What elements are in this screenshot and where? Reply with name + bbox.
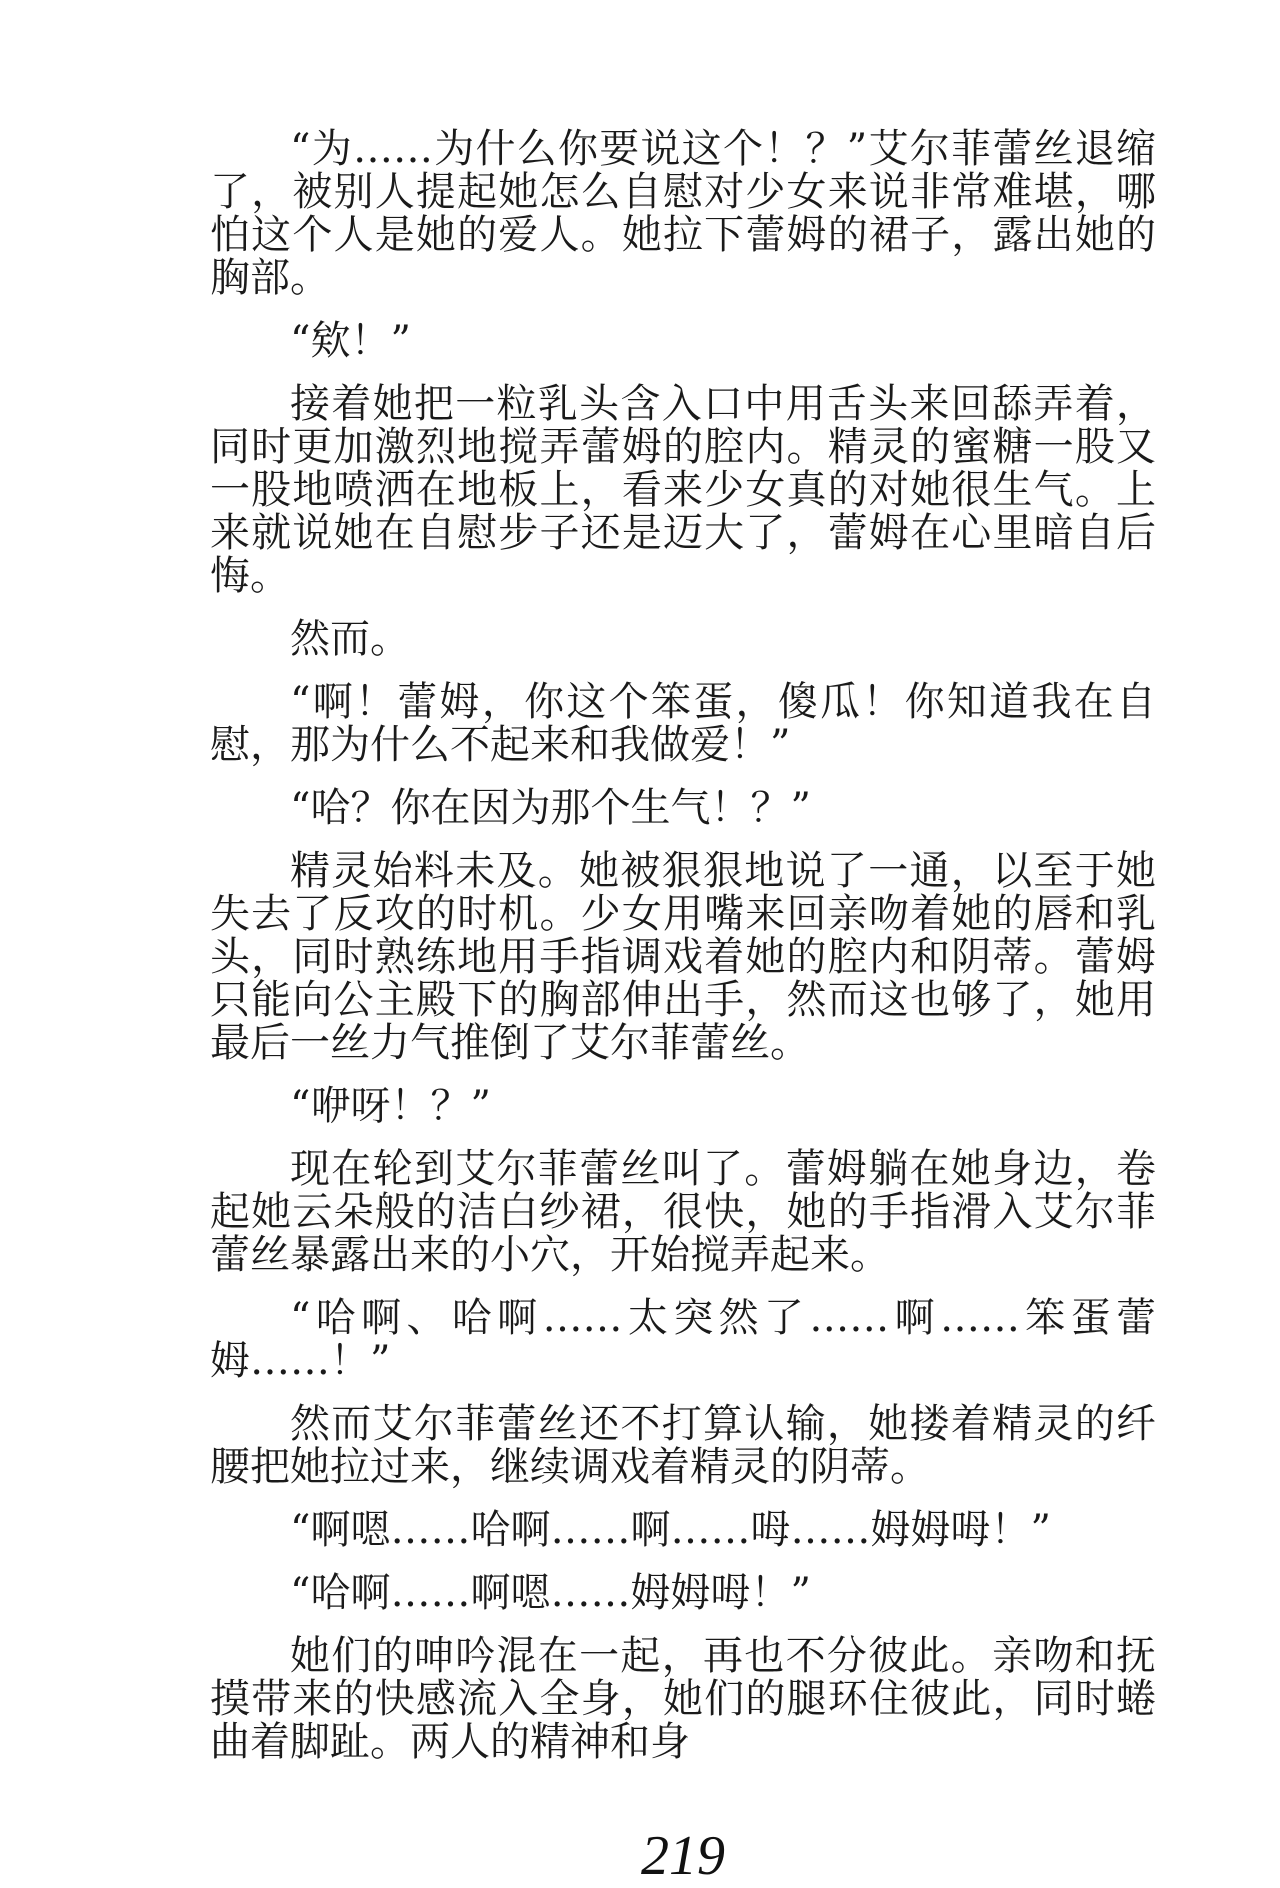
paragraph: 然而。 bbox=[290, 616, 410, 662]
paragraph: “哈啊……啊嗯……姆姆呣！” bbox=[290, 1570, 811, 1616]
page-body bbox=[210, 128, 1156, 1784]
paragraph: “咿呀！？” bbox=[290, 1083, 491, 1129]
paragraph: “啊！蕾姆，你这个笨蛋，傻瓜！你知道我在自慰，那为什么不起来和我做爱！” bbox=[210, 679, 1156, 768]
paragraph: “哈？你在因为那个生气！？” bbox=[290, 785, 811, 831]
paragraph: 然而艾尔菲蕾丝还不打算认输，她搂着精灵的纤腰把她拉过来，继续调戏着精灵的阴蒂。 bbox=[210, 1401, 1156, 1490]
page-sheet bbox=[0, 128, 1280, 1888]
paragraph: “哈啊、哈啊……太突然了……啊……笨蛋蕾姆……！” bbox=[210, 1295, 1156, 1384]
paragraph: 接着她把一粒乳头含入口中用舌头来回舔弄着，同时更加激烈地搅弄蕾姆的腔内。精灵的蜜糖一股又一股地喷洒在地板上，看来少女真的对她很生气。上来就说她在自慰步子还是迈大了，蕾姆在心里暗自后悔。 bbox=[210, 381, 1156, 599]
paragraph: 她们的呻吟混在一起，再也不分彼此。亲吻和抚摸带来的快感流入全身，她们的腿环住彼此，同时蜷曲着脚趾。两人的精神和身 bbox=[210, 1633, 1156, 1765]
paragraph: 现在轮到艾尔菲蕾丝叫了。蕾姆躺在她身边，卷起她云朵般的洁白纱裙，很快，她的手指滑入艾尔菲蕾丝暴露出来的小穴，开始搅弄起来。 bbox=[210, 1146, 1156, 1278]
page-number: 219 bbox=[641, 1825, 725, 1887]
paragraph: “啊嗯……哈啊……啊……呣……姆姆呣！” bbox=[290, 1507, 1051, 1553]
paragraph: “欸！” bbox=[290, 318, 411, 364]
paragraph: 精灵始料未及。她被狠狠地说了一通，以至于她失去了反攻的时机。少女用嘴来回亲吻着她的唇和乳头，同时熟练地用手指调戏着她的腔内和阴蒂。蕾姆只能向公主殿下的胸部伸出手，然而这也够了，她用最后一丝力气推倒了艾尔菲蕾丝。 bbox=[210, 848, 1156, 1066]
paragraph: “为……为什么你要说这个！？”艾尔菲蕾丝退缩了，被别人提起她怎么自慰对少女来说非常难堪，哪怕这个人是她的爱人。她拉下蕾姆的裙子，露出她的胸部。 bbox=[210, 126, 1156, 301]
